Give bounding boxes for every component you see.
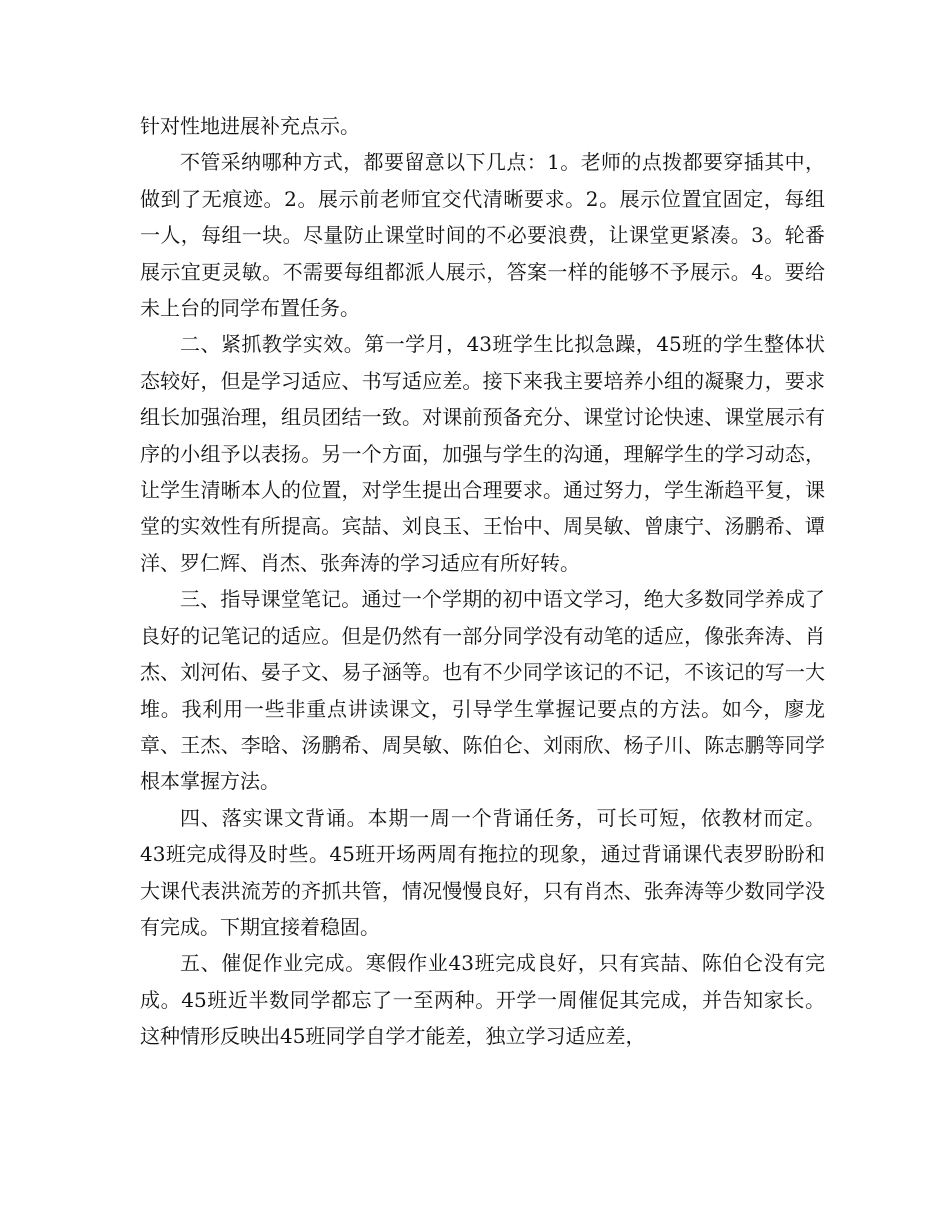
- paragraph-continuation: 针对性地进展补充点示。: [140, 114, 360, 138]
- paragraph-homework: 五、催促作业完成。寒假作业43班完成良好，只有宾喆、陈伯仑没有完成。45班近半数同学都忘了一至两种。开学一周催促其完成，并告知家长。这种情形反映出45班同学自学才能差，独立学习适应差，: [140, 951, 825, 1049]
- paragraph-display-notes: 不管采纳哪种方式，都要留意以下几点：1。老师的点拨都要穿插其中，做到了无痕迹。2。展示前老师宜交代清晰要求。2。展示位置宜固定，每组一人，每组一块。尽量防止课堂时间的不必要浪费，让课堂更紧凑。3。轮番展示宜更灵敏。不需要每组都派人展示，答案一样的能够不予展示。4。要给未上台的同学布置任务。: [140, 150, 825, 321]
- paragraph-class-notes: 三、指导课堂笔记。通过一个学期的初中语文学习，绝大多数同学养成了良好的记笔记的适应。但是仍然有一部分同学没有动笔的适应，像张奔涛、肖杰、刘河佑、晏子文、易子涵等。也有不少同学该记的不记，不该记的写一大堆。我利用一些非重点讲读课文，引导学生掌握记要点的方法。如今，廖龙章、王杰、李晗、汤鹏希、周昊敏、陈伯仑、刘雨欣、杨子川、陈志鹏等同学根本掌握方法。: [140, 587, 825, 794]
- paragraph-recitation: 四、落实课文背诵。本期一周一个背诵任务，可长可短，依教材而定。43班完成得及时些。45班开场两周有拖拉的现象，通过背诵课代表罗盼盼和大课代表洪流芳的齐抓共管，情况慢慢良好，只有肖杰、张奔涛等少数同学没有完成。下期宜接着稳固。: [140, 805, 825, 939]
- body-text: [140, 108, 825, 1055]
- paragraph-teaching-effect: 二、紧抓教学实效。第一学月，43班学生比拟急躁，45班的学生整体状态较好，但是学习适应、书写适应差。接下来我主要培养小组的凝聚力，要求组长加强治理，组员团结一致。对课前预备充分、课堂讨论快速、课堂展示有序的小组予以表扬。另一个方面，加强与学生的沟通，理解学生的学习动态，让学生清晰本人的位置，对学生提出合理要求。通过努力，学生渐趋平复，课堂的实效性有所提高。宾喆、刘良玉、王怡中、周昊敏、曾康宁、汤鹏希、谭洋、罗仁辉、肖杰、张奔涛的学习适应有所好转。: [140, 332, 825, 575]
